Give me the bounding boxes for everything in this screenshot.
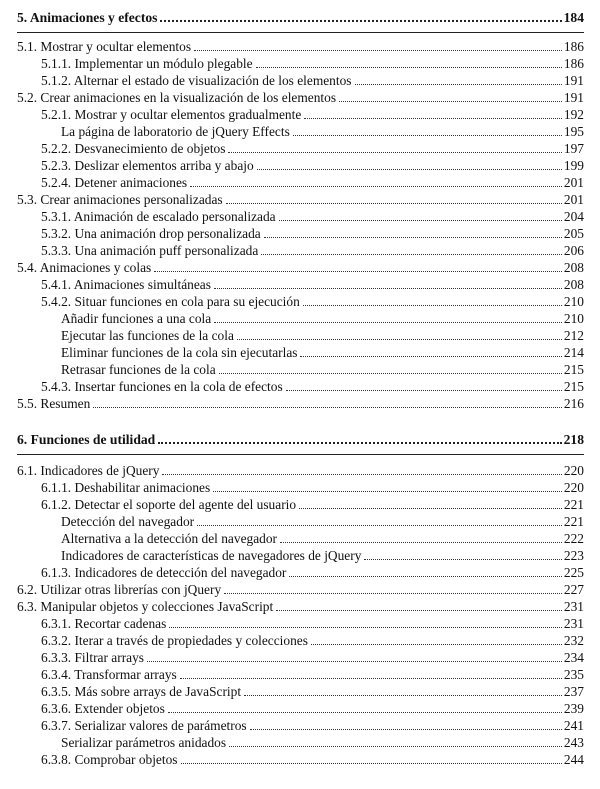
toc-entry bbox=[0, 735, 600, 751]
toc-entry bbox=[0, 158, 600, 174]
toc-page: 225 bbox=[563, 565, 584, 580]
toc-page: 223 bbox=[563, 548, 584, 563]
toc-label: 6.1.3. Indicadores de detección del navegador bbox=[41, 565, 287, 580]
toc-entry bbox=[0, 243, 600, 259]
toc-entry bbox=[0, 175, 600, 191]
toc-label: 5.2.3. Deslizar elementos arriba y abajo bbox=[41, 158, 254, 173]
toc-page: 237 bbox=[563, 684, 584, 699]
toc-label: 5.4.2. Situar funciones en cola para su ejecución bbox=[41, 294, 300, 309]
toc-label: 6.3.7. Serializar valores de parámetros bbox=[41, 718, 247, 733]
chapter-rule bbox=[17, 454, 584, 455]
leader-dots bbox=[147, 660, 562, 662]
leader-dots bbox=[169, 626, 562, 628]
toc-page: 221 bbox=[563, 514, 584, 529]
toc-page: 201 bbox=[563, 192, 584, 207]
toc-page: 215 bbox=[563, 362, 584, 377]
leader-dots bbox=[256, 66, 562, 68]
toc-label: Retrasar funciones de la cola bbox=[61, 362, 216, 377]
toc-entry bbox=[0, 56, 600, 72]
toc-page: 192 bbox=[563, 107, 584, 122]
toc-entry bbox=[0, 548, 600, 564]
leader-dots bbox=[181, 762, 562, 764]
toc-page: 243 bbox=[563, 735, 584, 750]
toc-entry bbox=[0, 514, 600, 530]
toc-label: 5.3.3. Una animación puff personalizada bbox=[41, 243, 259, 258]
leader-dots bbox=[261, 253, 562, 255]
leader-dots bbox=[293, 134, 562, 136]
leader-dots bbox=[219, 372, 562, 374]
toc-page: 184 bbox=[563, 10, 584, 25]
toc-page: 199 bbox=[563, 158, 584, 173]
toc-page: 206 bbox=[563, 243, 584, 258]
toc-entry bbox=[0, 294, 600, 310]
toc-page: 205 bbox=[563, 226, 584, 241]
toc-label: 6.2. Utilizar otras librerías con jQuery bbox=[17, 582, 222, 597]
toc-page: 221 bbox=[563, 497, 584, 512]
toc-label: 5.2.1. Mostrar y ocultar elementos gradualmente bbox=[41, 107, 302, 122]
toc-entry bbox=[0, 599, 600, 615]
toc-label: 6.3.8. Comprobar objetos bbox=[41, 752, 178, 767]
toc-page: 232 bbox=[563, 633, 584, 648]
toc-chapter-6 bbox=[0, 432, 600, 448]
toc-page: 197 bbox=[563, 141, 584, 156]
toc-entry bbox=[0, 345, 600, 361]
toc-label: La página de laboratorio de jQuery Effects bbox=[61, 124, 290, 139]
toc-page: 214 bbox=[563, 345, 584, 360]
toc-entry bbox=[0, 667, 600, 683]
toc-entry bbox=[0, 463, 600, 479]
toc-entry bbox=[0, 701, 600, 717]
leader-dots bbox=[158, 441, 561, 444]
leader-dots bbox=[289, 575, 562, 577]
leader-dots bbox=[300, 355, 561, 357]
toc-page: 191 bbox=[563, 90, 584, 105]
toc-page: 201 bbox=[563, 175, 584, 190]
chapter-rule bbox=[17, 32, 584, 33]
toc-label: 6.3.1. Recortar cadenas bbox=[41, 616, 167, 631]
toc-entry bbox=[0, 650, 600, 666]
toc-entry bbox=[0, 226, 600, 242]
toc-label: 5.3.1. Animación de escalado personalizada bbox=[41, 209, 276, 224]
toc-label: 6.1.1. Deshabilitar animaciones bbox=[41, 480, 211, 495]
toc-entry bbox=[0, 362, 600, 378]
toc-label: 5.2.2. Desvanecimiento de objetos bbox=[41, 141, 226, 156]
leader-dots bbox=[154, 270, 562, 272]
toc-label: 5.1.2. Alternar el estado de visualización de los elementos bbox=[41, 73, 352, 88]
toc-page: 227 bbox=[563, 582, 584, 597]
toc-entry bbox=[0, 90, 600, 106]
leader-dots bbox=[168, 711, 562, 713]
toc-page: 210 bbox=[563, 311, 584, 326]
leader-dots bbox=[213, 490, 562, 492]
toc-entry bbox=[0, 582, 600, 598]
toc-page: 244 bbox=[563, 752, 584, 767]
toc-label: 5.1.1. Implementar un módulo plegable bbox=[41, 56, 253, 71]
toc-page: 212 bbox=[563, 328, 584, 343]
leader-dots bbox=[93, 406, 562, 408]
toc-entry bbox=[0, 209, 600, 225]
toc-page: 208 bbox=[563, 277, 584, 292]
toc-label: 6.1. Indicadores de jQuery bbox=[17, 463, 160, 478]
toc-entry bbox=[0, 73, 600, 89]
toc-page: 231 bbox=[563, 616, 584, 631]
leader-dots bbox=[355, 83, 562, 85]
toc-label: 5.4.1. Animaciones simultáneas bbox=[41, 277, 211, 292]
toc-entry bbox=[0, 328, 600, 344]
toc-entry bbox=[0, 531, 600, 547]
toc-entry bbox=[0, 192, 600, 208]
toc-label: Serializar parámetros anidados bbox=[61, 735, 227, 750]
toc-entry bbox=[0, 565, 600, 581]
toc-page: 210 bbox=[563, 294, 584, 309]
toc-label: Alternativa a la detección del navegador bbox=[61, 531, 278, 546]
toc-entry bbox=[0, 480, 600, 496]
toc-page: 191 bbox=[563, 73, 584, 88]
leader-dots bbox=[286, 389, 562, 391]
toc-entry bbox=[0, 497, 600, 513]
toc-entry bbox=[0, 616, 600, 632]
toc-label: 5. Animaciones y efectos bbox=[17, 10, 158, 25]
toc-page: 220 bbox=[563, 480, 584, 495]
toc-label: 5.2.4. Detener animaciones bbox=[41, 175, 188, 190]
toc-label: Indicadores de características de navegadores de jQuery bbox=[61, 548, 362, 563]
leader-dots bbox=[303, 304, 562, 306]
toc-page: 220 bbox=[563, 463, 584, 478]
leader-dots bbox=[237, 338, 562, 340]
toc-page: 208 bbox=[563, 260, 584, 275]
toc-page: 239 bbox=[563, 701, 584, 716]
leader-dots bbox=[160, 19, 561, 22]
toc-entry bbox=[0, 684, 600, 700]
toc-label: Añadir funciones a una cola bbox=[61, 311, 212, 326]
toc-label: 6.3.4. Transformar arrays bbox=[41, 667, 177, 682]
toc-label: 6. Funciones de utilidad bbox=[17, 432, 156, 447]
toc-label: Detección del navegador bbox=[61, 514, 195, 529]
toc-label: 5.4. Animaciones y colas bbox=[17, 260, 152, 275]
toc-page: 186 bbox=[563, 56, 584, 71]
leader-dots bbox=[364, 558, 562, 560]
toc-label: Ejecutar las funciones de la cola bbox=[61, 328, 234, 343]
leader-dots bbox=[224, 592, 562, 594]
toc-label: 5.4.3. Insertar funciones en la cola de efectos bbox=[41, 379, 283, 394]
toc-page: 215 bbox=[563, 379, 584, 394]
toc-label: 6.3.5. Más sobre arrays de JavaScript bbox=[41, 684, 242, 699]
toc-page: 204 bbox=[563, 209, 584, 224]
toc-page: 234 bbox=[563, 650, 584, 665]
toc-label: 5.3.2. Una animación drop personalizada bbox=[41, 226, 261, 241]
leader-dots bbox=[311, 643, 562, 645]
toc-page: 235 bbox=[563, 667, 584, 682]
leader-dots bbox=[264, 236, 562, 238]
toc-label: 5.3. Crear animaciones personalizadas bbox=[17, 192, 223, 207]
toc-entry bbox=[0, 141, 600, 157]
leader-dots bbox=[339, 100, 562, 102]
toc-page: 186 bbox=[563, 39, 584, 54]
leader-dots bbox=[304, 117, 562, 119]
toc-entry bbox=[0, 39, 600, 55]
leader-dots bbox=[197, 524, 562, 526]
toc-entry bbox=[0, 311, 600, 327]
toc-entry bbox=[0, 396, 600, 412]
toc-page: 231 bbox=[563, 599, 584, 614]
toc-entry bbox=[0, 124, 600, 140]
leader-dots bbox=[276, 609, 562, 611]
leader-dots bbox=[280, 541, 562, 543]
toc-label: 6.3. Manipular objetos y colecciones JavaScript bbox=[17, 599, 274, 614]
toc-page: 241 bbox=[563, 718, 584, 733]
leader-dots bbox=[229, 745, 562, 747]
toc-entry bbox=[0, 277, 600, 293]
leader-dots bbox=[257, 168, 562, 170]
toc-label: 5.1. Mostrar y ocultar elementos bbox=[17, 39, 192, 54]
toc-page: 222 bbox=[563, 531, 584, 546]
toc-label: 6.1.2. Detectar el soporte del agente del usuario bbox=[41, 497, 297, 512]
leader-dots bbox=[194, 49, 562, 51]
leader-dots bbox=[228, 151, 561, 153]
toc-label: Eliminar funciones de la cola sin ejecutarlas bbox=[61, 345, 298, 360]
toc-entry bbox=[0, 752, 600, 768]
toc-label: 5.2. Crear animaciones en la visualización de los elementos bbox=[17, 90, 337, 105]
toc-label: 6.3.3. Filtrar arrays bbox=[41, 650, 145, 665]
toc-page: 195 bbox=[563, 124, 584, 139]
leader-dots bbox=[244, 694, 562, 696]
leader-dots bbox=[279, 219, 562, 221]
leader-dots bbox=[250, 728, 562, 730]
toc-label: 6.3.2. Iterar a través de propiedades y colecciones bbox=[41, 633, 308, 648]
toc-label: 6.3.6. Extender objetos bbox=[41, 701, 165, 716]
leader-dots bbox=[214, 321, 562, 323]
toc-entry bbox=[0, 633, 600, 649]
leader-dots bbox=[299, 507, 562, 509]
toc-page: 218 bbox=[563, 432, 584, 447]
toc-chapter-5 bbox=[0, 10, 600, 26]
toc-entry bbox=[0, 260, 600, 276]
toc-entry bbox=[0, 718, 600, 734]
leader-dots bbox=[226, 202, 562, 204]
leader-dots bbox=[214, 287, 562, 289]
toc-label: 5.5. Resumen bbox=[17, 396, 91, 411]
toc-page: 216 bbox=[563, 396, 584, 411]
toc-entry bbox=[0, 379, 600, 395]
leader-dots bbox=[180, 677, 562, 679]
leader-dots bbox=[190, 185, 562, 187]
toc-entry bbox=[0, 107, 600, 123]
leader-dots bbox=[162, 473, 561, 475]
